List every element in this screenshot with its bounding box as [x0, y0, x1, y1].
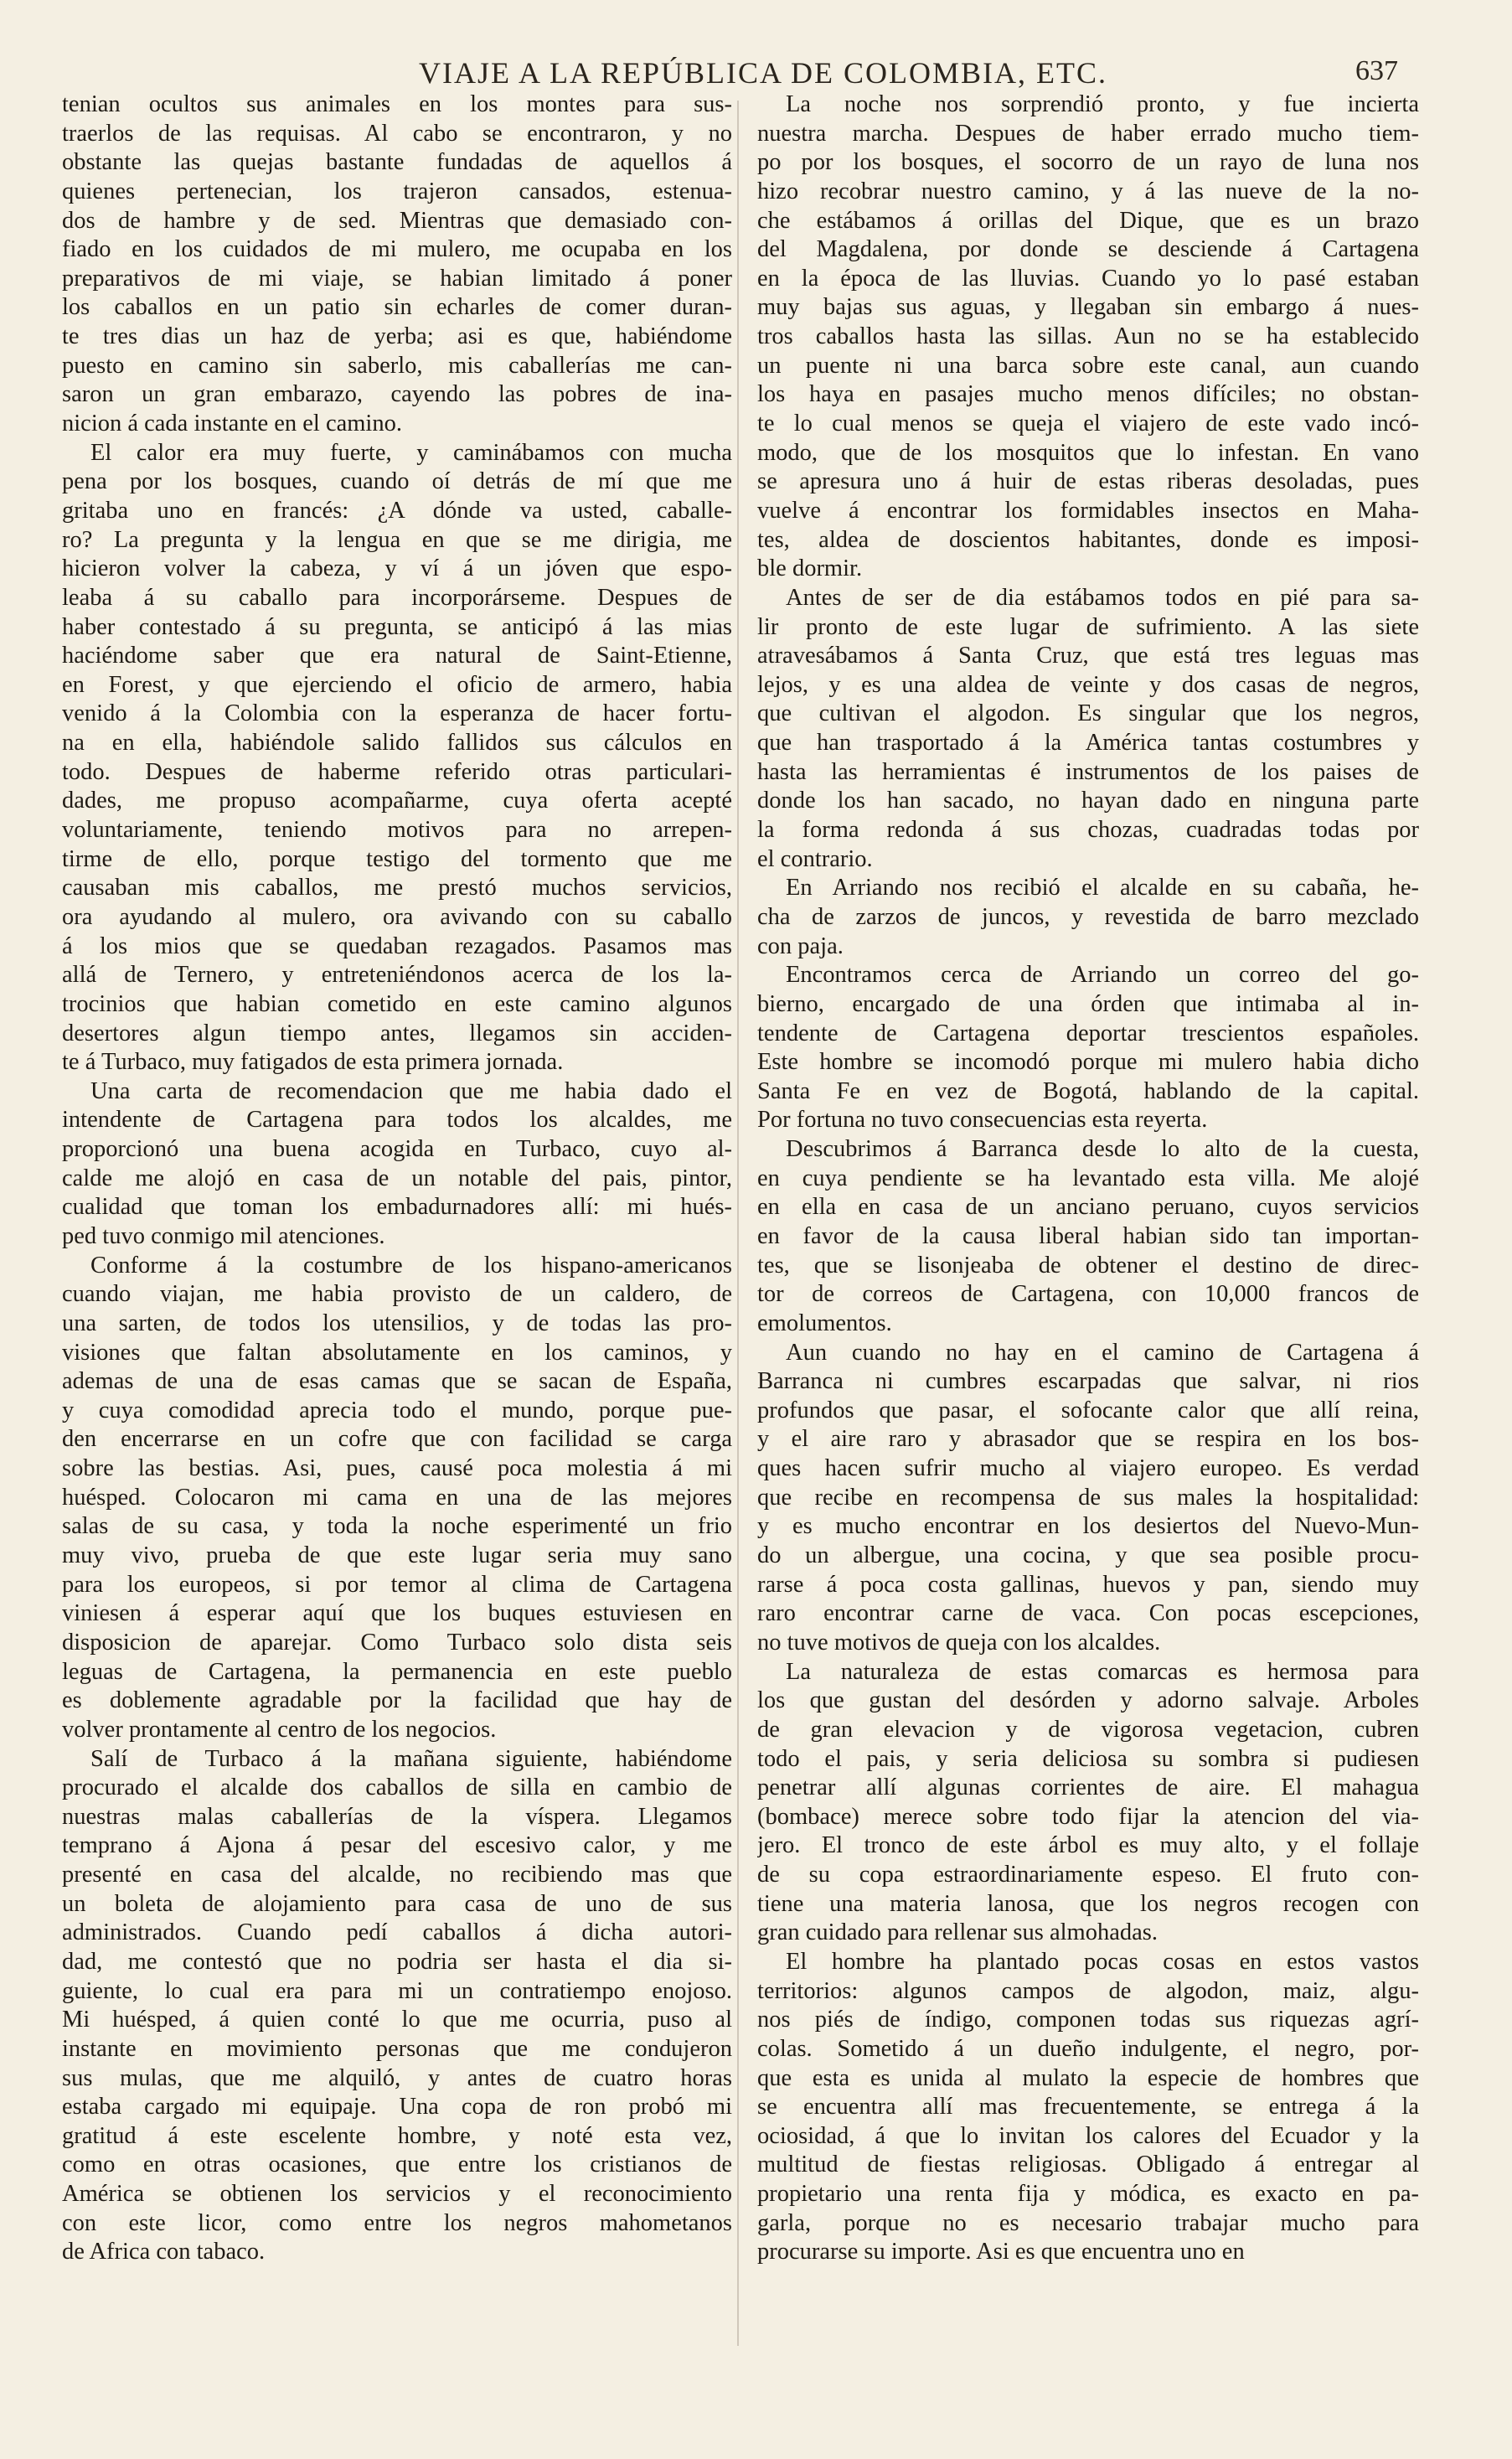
text-line: se encuentra allí mas frecuentemente, se entrega á la: [757, 2094, 1419, 2121]
text-line: La noche nos sorprendió pronto, y fue incierta: [786, 91, 1419, 117]
text-line: un boleta de alojamiento para casa de uno de sus: [62, 1890, 732, 1917]
text-line: te lo cual menos se queja el viajero de este vado incó-: [757, 411, 1419, 437]
text-line: allá de Ternero, y entreteniéndonos acerca de los la-: [62, 962, 732, 989]
text-line: para los europeos, si por temor al clima de Cartagena: [62, 1571, 732, 1598]
text-line: (bombace) merece sobre todo fijar la atencion del via-: [757, 1803, 1419, 1830]
text-line: fiado en los cuidados de mi mulero, me ocupaba en los: [62, 236, 732, 263]
text-line: que recibe en recompensa de sus males la hospitalidad:: [757, 1484, 1419, 1511]
text-line: tendente de Cartagena deportar trescientos españoles.: [757, 1020, 1419, 1046]
text-line: que esta es unida al mulato la especie de hombres que: [757, 2064, 1419, 2091]
text-line: emolumentos.: [757, 1310, 892, 1336]
text-line: territorios: algunos campos de algodon, maiz, algu-: [757, 1977, 1419, 2004]
text-line: ademas de una de esas camas que se sacan de España,: [62, 1368, 732, 1395]
text-line: gratitud á este escelente hombre, y noté esta vez,: [62, 2122, 732, 2149]
text-line: gran cuidado para rellenar sus almohadas.: [757, 1919, 1158, 1946]
text-line: estaba cargado mi equipaje. Una copa de ron probó mi: [62, 2094, 732, 2121]
text-line: te tres dias un haz de yerba; asi es que, habiéndome: [62, 323, 732, 350]
text-line: propietario una renta fija y módica, es exacto en pa-: [757, 2181, 1419, 2208]
text-line: los caballos en un patio sin echarles de comer duran-: [62, 294, 732, 321]
text-line: Barranca ni cumbres escarpadas que salvar, ni rios: [757, 1368, 1419, 1395]
running-head: [0, 55, 1512, 89]
text-line: ociosidad, á que lo invitan los calores del Ecuador y la: [757, 2122, 1419, 2149]
text-line: con este licor, como entre los negros mahometanos: [62, 2209, 732, 2236]
text-line: dades, me propuso acompañarme, cuya oferta acepté: [62, 788, 732, 814]
text-line: del Magdalena, por donde se desciende á Cartagena: [757, 236, 1419, 263]
text-line: raro encontrar carne de vaca. Con pocas escepciones,: [757, 1600, 1419, 1627]
paragraph: [757, 1339, 1419, 1658]
text-line: pena por los bosques, cuando oí detrás de mí que me: [62, 468, 732, 495]
text-line: penetrar allí algunas corrientes de aire. El mahagua: [757, 1775, 1419, 1801]
text-line: disposicion de aparejar. Como Turbaco solo dista seis: [62, 1629, 732, 1656]
text-line: nos piés de índigo, componen todas sus riquezas agrí-: [757, 2007, 1419, 2033]
text-line: causaban mis caballos, me prestó muchos servicios,: [62, 875, 732, 901]
text-line: como en otras ocasiones, que entre los cristianos de: [62, 2152, 732, 2178]
left-column: [62, 90, 732, 2267]
text-line: América se obtienen los servicios y el reconocimiento: [62, 2181, 732, 2208]
text-line: leaba á su caballo para incorporárseme. Despues de: [62, 584, 732, 611]
text-line: saron un gran embarazo, cayendo las pobres de ina-: [62, 381, 732, 408]
text-line: volver prontamente al centro de los negocios.: [62, 1716, 497, 1743]
text-line: visiones que faltan absolutamente en los caminos, y: [62, 1339, 732, 1366]
text-line: en la época de las lluvias. Cuando yo lo pasé estaban: [757, 265, 1419, 292]
text-line: haber contestado á su pregunta, se anticipó á las mias: [62, 613, 732, 640]
text-line: huésped. Colocaron mi cama en una de las mejores: [62, 1484, 732, 1511]
text-line: Encontramos cerca de Arriando un correo del go-: [786, 962, 1419, 989]
text-line: Salí de Turbaco á la mañana siguiente, habiéndome: [90, 1745, 732, 1772]
text-line: y cuya comodidad aprecia todo el mundo, porque pue-: [62, 1397, 732, 1423]
text-line: temprano á Ajona á pesar del escesivo calor, y me: [62, 1832, 732, 1859]
text-line: tros caballos hasta las sillas. Aun no se ha establecido: [757, 323, 1419, 350]
text-line: ora ayudando al mulero, ora avivando con su caballo: [62, 903, 732, 930]
text-line: do un albergue, una cocina, y que sea posible procu-: [757, 1542, 1419, 1569]
text-line: Descubrimos á Barranca desde lo alto de la cuesta,: [786, 1136, 1419, 1163]
text-line: obstante las quejas bastante fundadas de aquellos á: [62, 149, 732, 176]
column-divider: [737, 101, 739, 2346]
text-line: gritaba uno en francés: ¿A dónde va usted, caballe-: [62, 497, 732, 524]
text-line: cualidad que toman los embadurnadores allí: mi hués-: [62, 1194, 732, 1221]
text-line: ble dormir.: [757, 555, 863, 582]
text-line: cha de zarzos de juncos, y revestida de barro mezclado: [757, 903, 1419, 930]
text-line: todo el pais, y seria deliciosa su sombra si pudiesen: [757, 1745, 1419, 1772]
text-line: procurado el alcalde dos caballos de silla en cambio de: [62, 1775, 732, 1801]
text-line: jero. El tronco de este árbol es muy alto, y el follaje: [757, 1832, 1419, 1859]
text-line: no tuve motivos de queja con los alcaldes.: [757, 1629, 1161, 1656]
text-line: Mi huésped, á quien conté lo que me ocurria, puso al: [62, 2007, 732, 2033]
text-line: y es mucho encontrar en los desiertos del Nuevo-Mun-: [757, 1513, 1419, 1540]
text-line: salas de su casa, y toda la noche esperimenté un frio: [62, 1513, 732, 1540]
text-line: trocinios que habian cometido en este camino algunos: [62, 990, 732, 1017]
text-line: en cuya pendiente se ha levantado esta villa. Me alojé: [757, 1165, 1419, 1191]
text-line: venido á la Colombia con la esperanza de hacer fortu-: [62, 700, 732, 727]
text-line: instante en movimiento personas que me condujeron: [62, 2035, 732, 2062]
text-line: y el aire raro y abrasador que se respira en los bos-: [757, 1426, 1419, 1453]
text-line: de su copa estraordinariamente espeso. El fruto con-: [757, 1862, 1419, 1888]
text-line: profundos que pasar, el sofocante calor que allí reina,: [757, 1397, 1419, 1423]
text-line: voluntariamente, teniendo motivos para no arrepen-: [62, 817, 732, 844]
text-line: muy vivo, prueba de que este lugar seria muy sano: [62, 1542, 732, 1569]
text-line: haciéndome saber que era natural de Saint-Etienne,: [62, 643, 732, 669]
text-line: hizo recobrar nuestro camino, y á las nueve de la no-: [757, 178, 1419, 204]
text-line: na en ella, habiéndole salido fallidos sus cálculos en: [62, 730, 732, 757]
text-line: una sarten, de todos los utensilios, y de todas las pro-: [62, 1310, 732, 1336]
running-title: VIAJE A LA REPÚBLICA DE COLOMBIA, ETC.: [419, 56, 1108, 90]
text-line: colas. Sometido á un dueño indulgente, el negro, por-: [757, 2035, 1419, 2062]
text-line: hicieron volver la cabeza, y ví á un jóven que espo-: [62, 555, 732, 582]
text-line: hasta las herramientas é instrumentos de los paises de: [757, 758, 1419, 785]
text-line: Santa Fe en vez de Bogotá, hablando de la capital.: [757, 1077, 1419, 1104]
paragraph: [757, 1658, 1419, 1948]
text-line: tiene una materia lanosa, que los negros recogen con: [757, 1890, 1419, 1917]
text-line: puesto en camino sin saberlo, mis caballerías me can-: [62, 352, 732, 379]
text-line: los que gustan del desórden y adorno salvaje. Arboles: [757, 1687, 1419, 1714]
text-line: Antes de ser de dia estábamos todos en pié para sa-: [786, 584, 1419, 611]
text-line: procurarse su importe. Asi es que encuentra uno en: [757, 2239, 1245, 2265]
page-number: 637: [1355, 55, 1398, 86]
text-line: leguas de Cartagena, la permanencia en este pueblo: [62, 1658, 732, 1685]
text-line: En Arriando nos recibió el alcalde en su cabaña, he-: [786, 875, 1419, 901]
text-line: Una carta de recomendacion que me habia dado el: [90, 1077, 732, 1104]
text-line: de gran elevacion y de vigorosa vegetacion, cubren: [757, 1716, 1419, 1743]
text-line: Este hombre se incomodó porque mi mulero habia dicho: [757, 1049, 1419, 1076]
text-line: Por fortuna no tuvo consecuencias esta reyerta.: [757, 1107, 1208, 1134]
text-line: vuelve á encontrar los formidables insectos en Maha-: [757, 497, 1419, 524]
text-line: un puente ni una barca sobre este canal, aun cuando: [757, 352, 1419, 379]
text-line: po por los bosques, el socorro de un rayo de luna nos: [757, 149, 1419, 176]
text-line: modo, que de los mosquitos que lo infestan. En vano: [757, 439, 1419, 466]
text-line: de Africa con tabaco.: [62, 2239, 266, 2265]
paragraph: [62, 439, 732, 1077]
text-line: en Forest, y que ejerciendo el oficio de armero, habia: [62, 671, 732, 698]
text-line: La naturaleza de estas comarcas es hermosa para: [786, 1658, 1419, 1685]
text-line: que cultivan el algodon. Es singular que los negros,: [757, 700, 1419, 727]
text-line: con paja.: [757, 932, 844, 959]
text-line: á los mios que se quedaban rezagados. Pasamos mas: [62, 932, 732, 959]
text-line: dos de hambre y de sed. Mientras que demasiado con-: [62, 207, 732, 234]
text-line: intendente de Cartagena para todos los alcaldes, me: [62, 1107, 732, 1134]
text-line: todo. Despues de haberme referido otras particulari-: [62, 758, 732, 785]
paragraph: [757, 874, 1419, 961]
text-line: proporcionó una buena acogida en Turbaco, cuyo al-: [62, 1136, 732, 1163]
paragraph: [62, 1077, 732, 1252]
right-column: [757, 90, 1419, 2267]
text-line: muy bajas sus aguas, y llegaban sin embargo á nues-: [757, 294, 1419, 321]
text-line: dad, me contestó que no podria ser hasta el dia si-: [62, 1949, 732, 1975]
text-line: presenté en casa del alcalde, no recibiendo mas que: [62, 1862, 732, 1888]
text-line: tes, que se lisonjeaba de obtener el destino de direc-: [757, 1252, 1419, 1279]
text-line: sus mulas, que me alquiló, y antes de cuatro horas: [62, 2064, 732, 2091]
text-line: tor de correos de Cartagena, con 10,000 francos de: [757, 1281, 1419, 1308]
text-line: en ella en casa de un anciano peruano, cuyos servicios: [757, 1194, 1419, 1221]
text-line: atravesábamos á Santa Cruz, que está tres leguas mas: [757, 643, 1419, 669]
text-line: el contrario.: [757, 845, 873, 872]
text-line: donde los han sacado, no hayan dado en ninguna parte: [757, 788, 1419, 814]
paragraph: [62, 1745, 732, 2268]
text-line: en favor de la causa liberal habian sido tan importan-: [757, 1222, 1419, 1249]
text-line: la forma redonda á sus chozas, cuadradas todas por: [757, 817, 1419, 844]
text-line: lir pronto de este lugar de sufrimiento. A las siete: [757, 613, 1419, 640]
text-line: cuando viajan, me habia provisto de un caldero, de: [62, 1281, 732, 1308]
text-line: multitud de fiestas religiosas. Obligado á entregar al: [757, 2152, 1419, 2178]
text-line: tirme de ello, porque testigo del tormento que me: [62, 845, 732, 872]
paragraph: [62, 1252, 732, 1745]
text-line: se apresura uno á huir de estas riberas desoladas, pues: [757, 468, 1419, 495]
text-line: guiente, lo cual era para mi un contratiempo enojoso.: [62, 1977, 732, 2004]
text-line: Conforme á la costumbre de los hispano-americanos: [90, 1252, 732, 1279]
text-line: tenian ocultos sus animales en los montes para sus-: [62, 91, 732, 117]
text-line: bierno, encargado de una órden que intimaba al in-: [757, 990, 1419, 1017]
text-line: sobre las bestias. Asi, pues, causé poca molestia á mi: [62, 1455, 732, 1482]
paragraph: [757, 1135, 1419, 1338]
text-line: viniesen á esperar aquí que los buques estuviesen en: [62, 1600, 732, 1627]
text-line: che estábamos á orillas del Dique, que es un brazo: [757, 207, 1419, 234]
text-line: tes, aldea de doscientos habitantes, donde es imposi-: [757, 526, 1419, 553]
text-line: rarse á poca costa gallinas, huevos y pan, siendo muy: [757, 1571, 1419, 1598]
text-line: nicion á cada instante en el camino.: [62, 411, 402, 437]
text-line: nuestras malas caballerías de la víspera. Llegamos: [62, 1803, 732, 1830]
paragraph: [757, 90, 1419, 584]
text-line: quienes pertenecian, los trajeron cansados, estenua-: [62, 178, 732, 204]
text-line: El hombre ha plantado pocas cosas en estos vastos: [786, 1949, 1419, 1975]
text-line: El calor era muy fuerte, y caminábamos con mucha: [90, 439, 732, 466]
text-line: traerlos de las requisas. Al cabo se encontraron, y no: [62, 120, 732, 147]
text-line: garla, porque no es necesario trabajar mucho para: [757, 2209, 1419, 2236]
text-line: que han trasportado á la América tantas costumbres y: [757, 730, 1419, 757]
text-line: lejos, y es una aldea de veinte y dos casas de negros,: [757, 671, 1419, 698]
text-line: administrados. Cuando pedí caballos á dicha autori-: [62, 1919, 732, 1946]
text-line: ped tuvo conmigo mil atenciones.: [62, 1222, 385, 1249]
text-line: desertores algun tiempo antes, llegamos sin acciden-: [62, 1020, 732, 1046]
text-line: preparativos de mi viaje, se habian limitado á poner: [62, 265, 732, 292]
paragraph: [62, 90, 732, 439]
text-line: los haya en pasajes mucho menos difíciles; no obstan-: [757, 381, 1419, 408]
paragraph: [757, 961, 1419, 1135]
paragraph: [757, 1948, 1419, 2267]
paragraph: [757, 584, 1419, 874]
text-line: nuestra marcha. Despues de haber errado mucho tiem-: [757, 120, 1419, 147]
text-line: den encerrarse en un cofre que con facilidad se carga: [62, 1426, 732, 1453]
text-line: es doblemente agradable por la facilidad que hay de: [62, 1687, 732, 1714]
text-line: ro? La pregunta y la lengua en que se me dirigia, me: [62, 526, 732, 553]
text-line: ques hacen sufrir mucho al viajero europeo. Es verdad: [757, 1455, 1419, 1482]
text-line: te á Turbaco, muy fatigados de esta primera jornada.: [62, 1049, 564, 1076]
text-line: calde me alojó en casa de un notable del pais, pintor,: [62, 1165, 732, 1191]
text-line: Aun cuando no hay en el camino de Cartagena á: [786, 1339, 1419, 1366]
